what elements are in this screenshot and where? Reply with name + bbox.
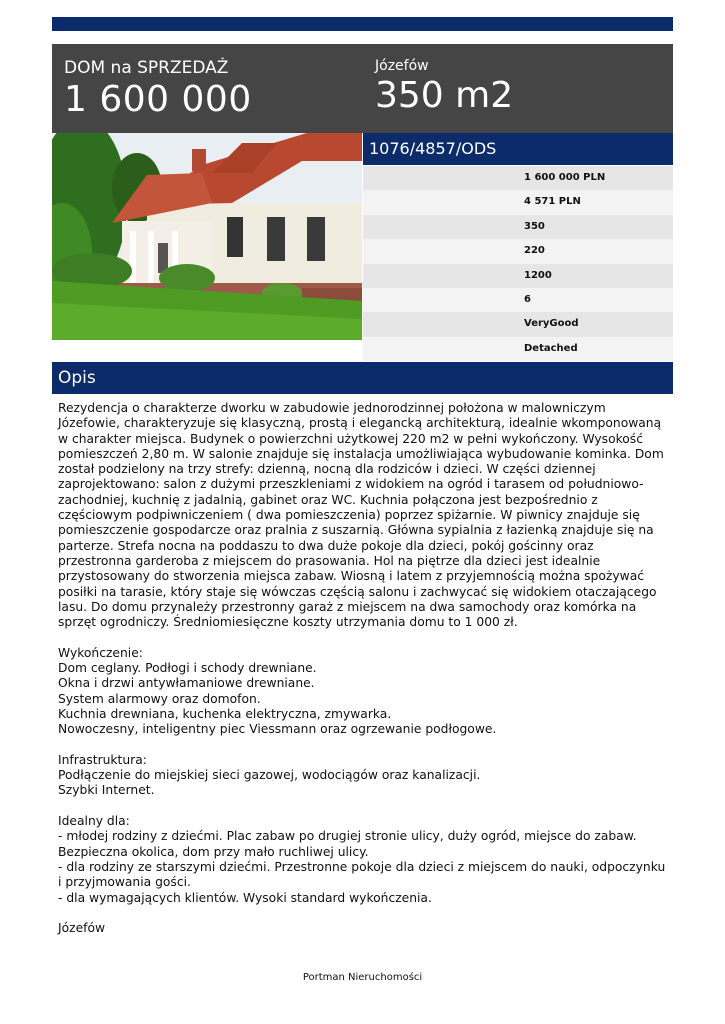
detail-row: 350 (363, 215, 673, 239)
description-text: Rezydencja o charakterze dworku w zabudowie jednorodzinnej położona w malowniczym Józefowie, charakteryzuje się klasyczną, prostą i elegancką architekturą, idealnie wkomponowaną w charakter miejsca. Budynek o powierzchni użytkowej 220 m2 w pełni wykończony. Wysokość pomieszczeń 2,80 m. W salonie znajduje się instalacja umożliwiająca wybudowanie kominka. Dom został podzielony na trzy strefy: dzienną, nocną dla rodziców i dzieci. W części dziennej zaprojektowano: salon z dużymi przeszkleniami z widokiem na ogród i tarasem od południowo-zachodniej, kuchnię z jadalnią, gabinet oraz WC. Kuchnia połączona jest bezpośrednio z częściowym podpiwniczeniem ( dwa pomieszczenia) poprzez spiżarnie. W piwnicy znajduje się pomieszczenie gospodarcze oraz pralnia z suszarnią. Główna sypialnia z łazienką znajduje się na parterze. Strefa nocna na poddaszu to dwa duże pokoje dla dzieci, pokój gościnny oraz przestronna garderoba z miejscem do prasowania. Hol na piętrze dla dzieci jest idealnie przystosowany do stworzenia miejsca zabaw. Wiosną i latem z przyjemnością można spożywać posiłki na tarasie, który staje się wówczas częścią salonu i zachwycać się widokiem otaczającego lasu. Do domu przynależy przestronny garaż z miejscem na dwa samochody oraz komórka na sprzęt ogrodniczy. Średniomiesięczne koszty utrzymania domu to 1 000 zł. Wykończenie: Dom ceglany. Podłogi i schody drewniane. Okna i drzwi antywłamaniowe drewniane. System alarmowy oraz domofon. Kuchnia drewniana, kuchenka elektryczna, zmywarka. Nowoczesny, inteligentny piec Viessmann oraz ogrzewanie podłogowe. Infrastruktura: Podłączenie do miejskiej sieci gazowej, wodociągów oraz kanalizacji. Szybki Internet. Idealny dla: - młodej rodziny z dziećmi. Plac zabaw po drugiej stronie ulicy, duży ogród, miejsce do zabaw. Bezpieczna okolica, dom przy mało ruchliwej ulicy. - dla rodziny ze starszymi dziećmi. Przestronne pokoje dla dzieci z miejscem do nauki, odpoczynku i przyjmowania gości. - dla wymagających klientów. Wysoki standard wykończenia. Józefów (58, 401, 666, 936)
offer-details-table (363, 166, 673, 361)
listing-city: Józefów (375, 58, 429, 74)
listing-header (52, 44, 673, 133)
listing-price: 1 600 000 (64, 79, 252, 120)
detail-row: 4 571 PLN (363, 190, 673, 214)
detail-row: 6 (363, 288, 673, 312)
detail-row: 1 600 000 PLN (363, 166, 673, 190)
listing-type: DOM na SPRZEDAŻ (64, 58, 229, 78)
top-accent-bar (52, 17, 673, 31)
footer-agency: Portman Nieruchomości (302, 972, 423, 983)
property-photo (52, 133, 362, 340)
detail-row: 220 (363, 239, 673, 263)
detail-row: VeryGood (363, 312, 673, 336)
offer-reference: 1076/4857/ODS (363, 133, 673, 165)
listing-area: 350 m2 (375, 75, 514, 116)
detail-row: Detached (363, 337, 673, 361)
detail-row: 1200 (363, 264, 673, 288)
description-heading: Opis (52, 362, 673, 394)
